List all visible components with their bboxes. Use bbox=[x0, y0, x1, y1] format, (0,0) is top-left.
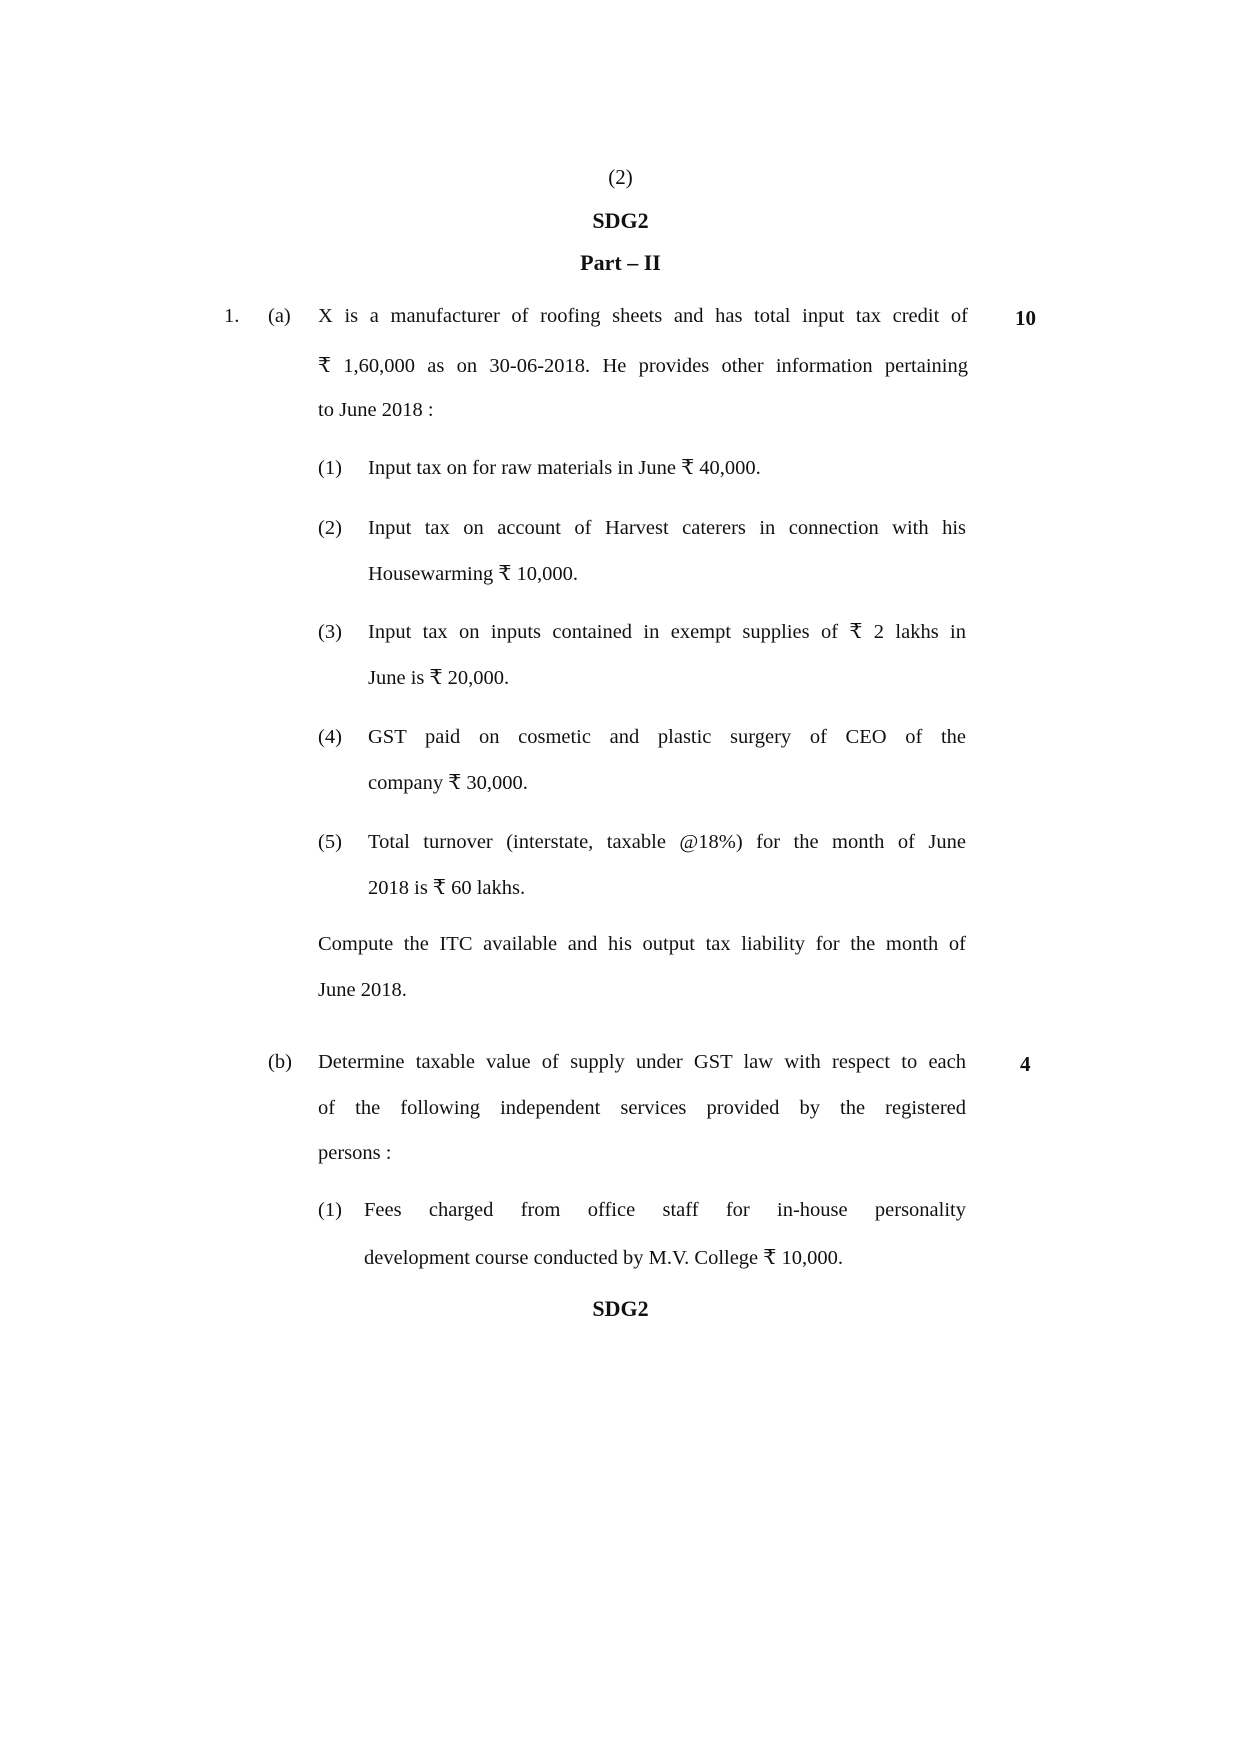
item-text: company ₹ 30,000. bbox=[368, 772, 528, 794]
question-number: 1. bbox=[224, 305, 240, 327]
part-title: Part – II bbox=[580, 250, 661, 275]
part-b-intro-line: Determine taxable value of supply under GST law with respect to each bbox=[318, 1051, 966, 1073]
item-text: Input tax on account of Harvest caterers in connection with his bbox=[368, 517, 966, 539]
part-b-intro-line: persons : bbox=[318, 1142, 392, 1164]
part-a-intro-line: to June 2018 : bbox=[318, 399, 434, 421]
item-text: Input tax on inputs contained in exempt supplies of ₹ 2 lakhs in bbox=[368, 621, 966, 643]
part-a-conclusion-line: June 2018. bbox=[318, 979, 407, 1001]
paper-code-header: SDG2 bbox=[592, 208, 649, 233]
item-text: development course conducted by M.V. College ₹ 10,000. bbox=[364, 1247, 843, 1269]
part-b-intro-line: of the following independent services provided by the registered bbox=[318, 1097, 966, 1119]
part-a-intro-line: X is a manufacturer of roofing sheets and has total input tax credit of bbox=[318, 305, 968, 327]
item-text: 2018 is ₹ 60 lakhs. bbox=[368, 877, 526, 899]
item-text: Input tax on for raw materials in June ₹ 40,000. bbox=[368, 457, 761, 479]
item-number: (4) bbox=[318, 726, 342, 748]
page-number: (2) bbox=[608, 165, 633, 189]
item-text: Housewarming ₹ 10,000. bbox=[368, 563, 579, 585]
part-b-label: (b) bbox=[268, 1051, 292, 1073]
part-a-marks: 10 bbox=[1015, 306, 1036, 330]
item-text: GST paid on cosmetic and plastic surgery of CEO of the bbox=[368, 726, 966, 748]
item-number: (2) bbox=[318, 517, 342, 539]
item-number: (1) bbox=[318, 1199, 342, 1221]
item-number: (5) bbox=[318, 831, 342, 853]
item-number: (3) bbox=[318, 621, 342, 643]
part-a-label: (a) bbox=[268, 305, 291, 327]
item-text: Fees charged from office staff for in-house personality bbox=[364, 1199, 966, 1221]
paper-code-footer: SDG2 bbox=[592, 1296, 649, 1321]
item-number: (1) bbox=[318, 457, 342, 479]
item-text: June is ₹ 20,000. bbox=[368, 667, 510, 689]
part-a-intro-line: ₹ 1,60,000 as on 30-06-2018. He provides other information pertaining bbox=[318, 355, 968, 377]
part-b-marks: 4 bbox=[1020, 1052, 1031, 1076]
part-a-conclusion-line: Compute the ITC available and his output tax liability for the month of bbox=[318, 933, 966, 955]
item-text: Total turnover (interstate, taxable @18%) for the month of June bbox=[368, 831, 966, 853]
